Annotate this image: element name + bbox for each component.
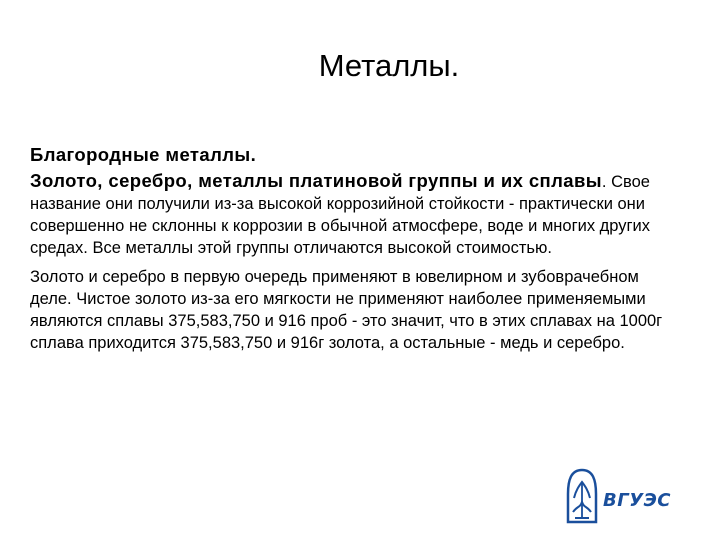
university-logo — [565, 468, 675, 524]
slide-title: Металлы. — [318, 48, 460, 83]
logo-text: ВГУЭС — [603, 490, 671, 511]
paragraph-alloys — [30, 170, 680, 259]
paragraph-alloys-text: . Свое название они получили из-за высокой коррозийной стойкости - практически они совершенно не склонны к коррозии в обычной атмосфере, воде и многих других средах. Все металлы этой группы отличаются высокой стоимостью. — [30, 173, 651, 257]
slide-body — [30, 140, 680, 354]
paragraph-alloys-lead: Золото, серебро, металлы платиновой группы и их сплавы — [30, 170, 602, 191]
section-heading: Благородные металлы. — [30, 144, 257, 165]
emblem-icon — [565, 468, 599, 524]
paragraph-gold-silver: Золото и серебро в первую очередь применяют в ювелирном и зубоврачебном деле. Чистое золото из-за его мягкости не применяют наиболее применяемыми являются сплавы 375,583,750 и 916 проб - это значит, что в этих сплавах на 1000г сплава приходится 375,583,750 и 916г золота, а остальные - медь и серебро. — [30, 268, 663, 352]
